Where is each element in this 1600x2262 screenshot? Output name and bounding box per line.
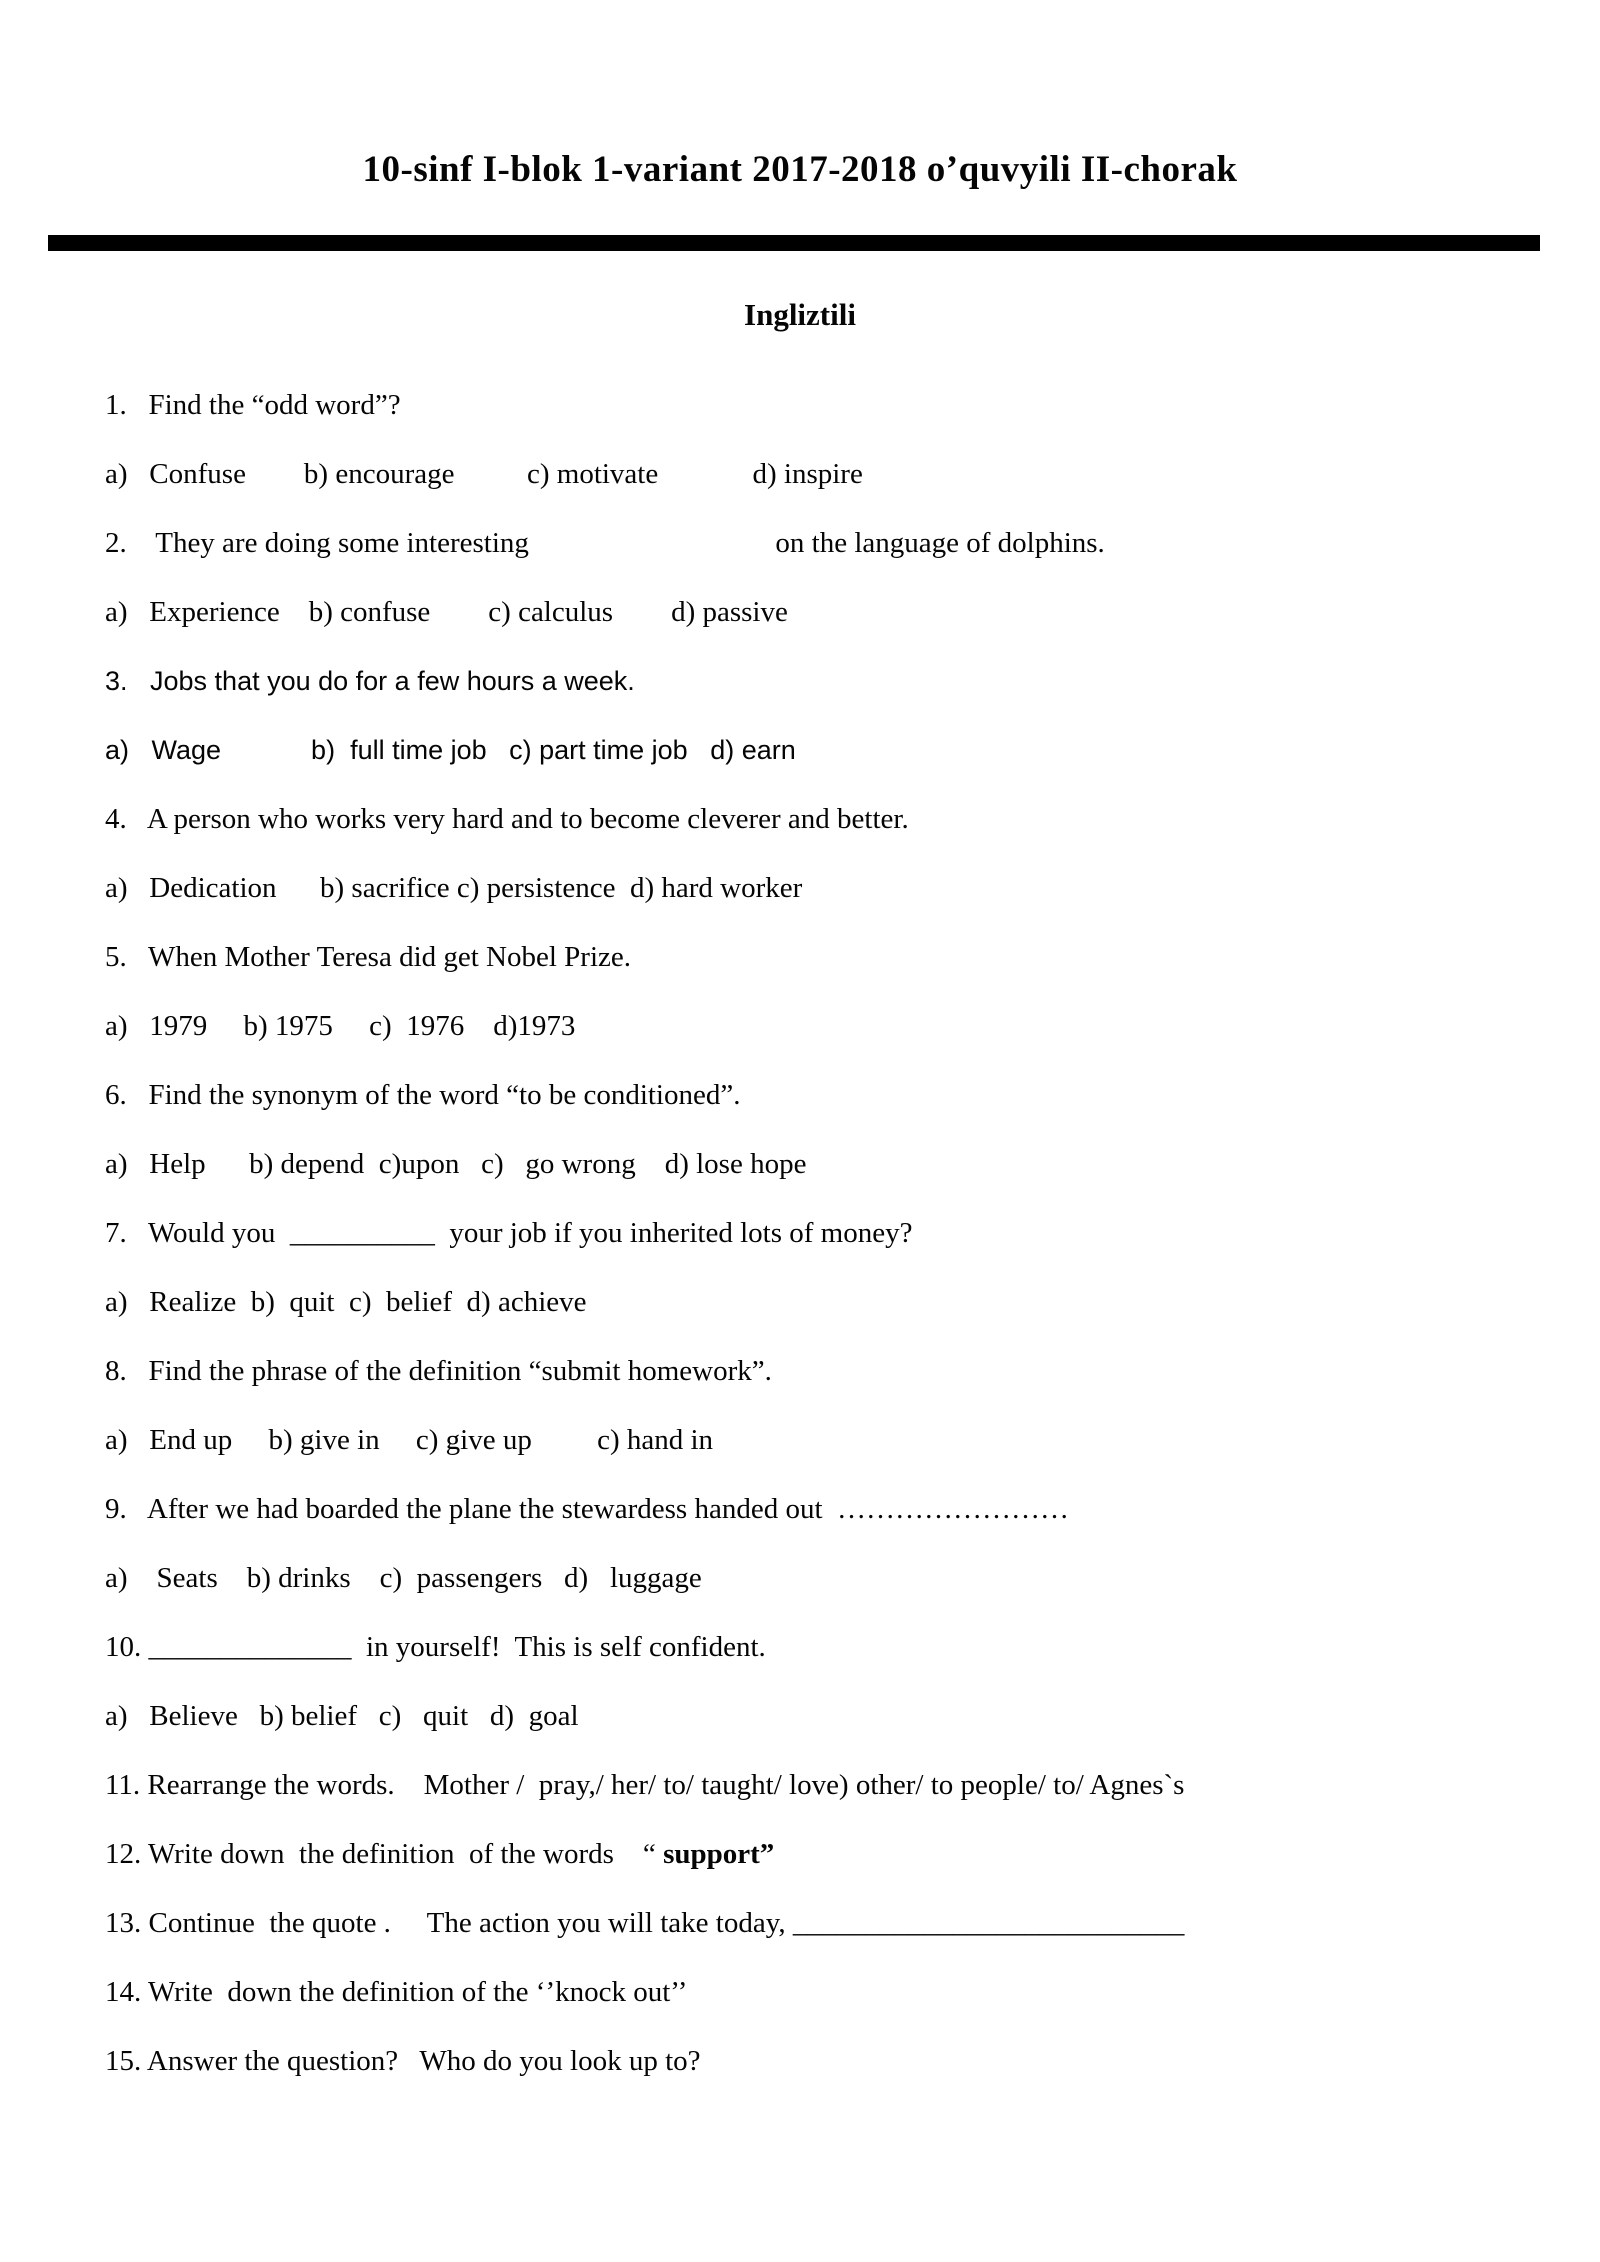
text-segment: 11. Rearrange the words. Mother / pray,/ her/ to/ taught/ love) other/ to people/ to/ Agnes`s <box>105 1769 1185 1801</box>
text-segment: 3. Jobs that you do for a few hours a week. <box>105 666 635 696</box>
text-segment: a) Experience b) confuse c) calculus d) passive <box>105 596 788 628</box>
answer-options-10 <box>105 1682 1560 1751</box>
text-segment: 13. Continue the quote . The action you will take today, ___________________________ <box>105 1907 1185 1939</box>
text-segment: a) Believe b) belief c) quit d) goal <box>105 1700 579 1732</box>
questions-list <box>0 371 1600 2096</box>
text-segment: 6. Find the synonym of the word “to be conditioned”. <box>105 1079 741 1111</box>
text-segment: a) Dedication b) sacrifice c) persistence d) hard worker <box>105 872 803 904</box>
question-11 <box>105 1751 1560 1820</box>
question-14 <box>105 1958 1560 2027</box>
question-15 <box>105 2027 1560 2096</box>
text-segment: a) Wage b) full time job c) part time job d) earn <box>105 735 796 765</box>
text-segment: 14. Write down the definition of the ‘’knock out’’ <box>105 1976 688 2008</box>
text-segment: 8. Find the phrase of the definition “submit homework”. <box>105 1355 772 1387</box>
question-5 <box>105 923 1560 992</box>
answer-options-4 <box>105 854 1560 923</box>
answer-options-2 <box>105 578 1560 647</box>
text-segment: 1. Find the “odd word”? <box>105 389 401 421</box>
question-6 <box>105 1061 1560 1130</box>
question-9 <box>105 1475 1560 1544</box>
answer-options-9 <box>105 1544 1560 1613</box>
text-segment: a) 1979 b) 1975 c) 1976 d)1973 <box>105 1010 576 1042</box>
document-title: 10-sinf I-blok 1-variant 2017-2018 o’quvyili II-chorak <box>362 149 1238 190</box>
answer-options-7 <box>105 1268 1560 1337</box>
question-7 <box>105 1199 1560 1268</box>
text-segment: a) Help b) depend c)upon c) go wrong d) lose hope <box>105 1148 807 1180</box>
text-segment: a) End up b) give in c) give up c) hand in <box>105 1424 714 1456</box>
question-13 <box>105 1889 1560 1958</box>
text-segment: 7. Would you __________ your job if you inherited lots of money? <box>105 1217 913 1249</box>
section-heading: Ingliztili <box>744 297 856 332</box>
question-3 <box>105 647 1560 716</box>
question-4 <box>105 785 1560 854</box>
text-segment: 10. ______________ in yourself! This is self confident. <box>105 1631 766 1663</box>
answer-options-1 <box>105 440 1560 509</box>
answer-options-6 <box>105 1130 1560 1199</box>
answer-options-8 <box>105 1406 1560 1475</box>
question-1 <box>105 371 1560 440</box>
answer-options-5 <box>105 992 1560 1061</box>
bold-term: support” <box>663 1838 775 1870</box>
text-segment: a) Realize b) quit c) belief d) achieve <box>105 1286 587 1318</box>
text-segment: 15. Answer the question? Who do you look up to? <box>105 2045 701 2077</box>
question-8 <box>105 1337 1560 1406</box>
text-segment: 9. After we had boarded the plane the stewardess handed out …………………… <box>105 1493 1070 1525</box>
answer-options-3 <box>105 716 1560 785</box>
text-segment: 2. They are doing some interesting on the language of dolphins. <box>105 527 1105 559</box>
question-12 <box>105 1820 1560 1889</box>
question-2 <box>105 509 1560 578</box>
text-segment: 5. When Mother Teresa did get Nobel Prize. <box>105 941 632 973</box>
text-segment: a) Confuse b) encourage c) motivate d) inspire <box>105 458 863 490</box>
text-segment: 12. Write down the definition of the words “ <box>105 1838 664 1870</box>
text-segment: 4. A person who works very hard and to become cleverer and better. <box>105 803 909 835</box>
title-divider-rule <box>48 235 1540 251</box>
text-segment: a) Seats b) drinks c) passengers d) luggage <box>105 1562 702 1594</box>
question-10 <box>105 1613 1560 1682</box>
